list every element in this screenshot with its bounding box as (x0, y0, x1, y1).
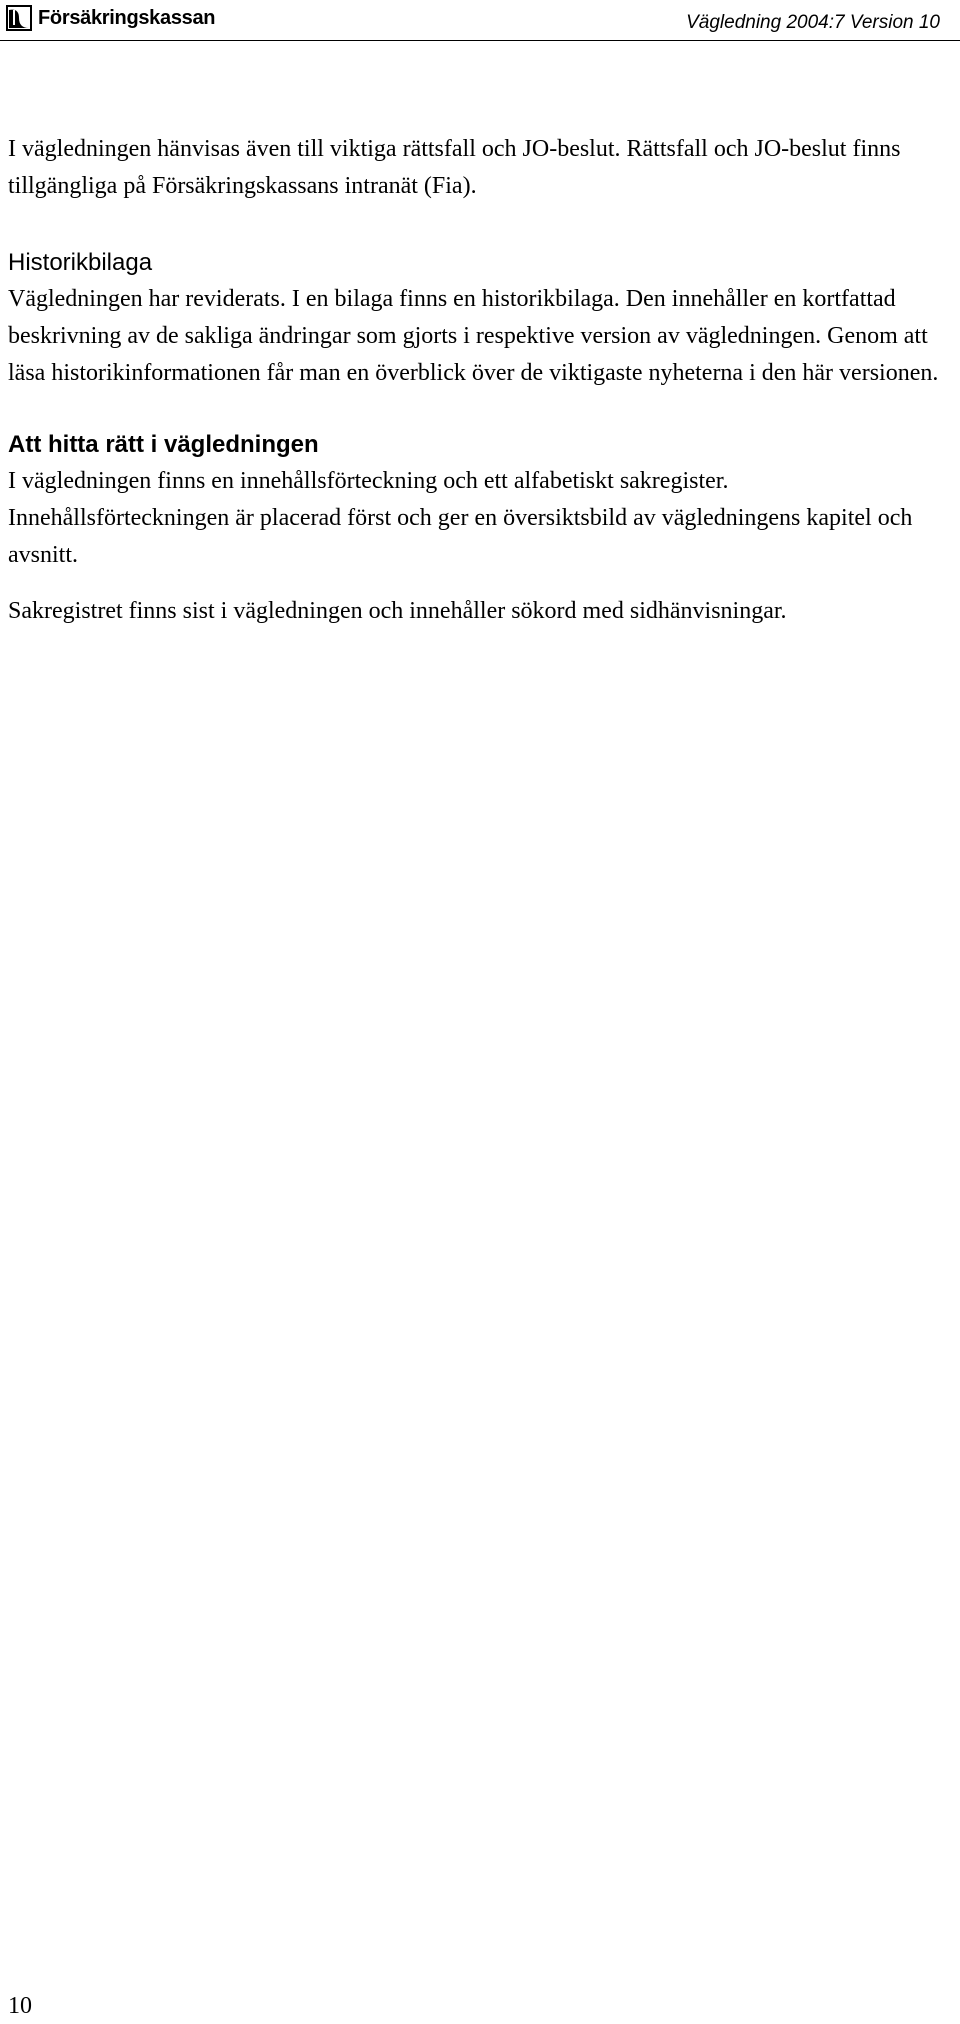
hitta-paragraph-2: Sakregistret finns sist i vägledningen och innehåller sökord med sidhänvisningar. (8, 598, 787, 624)
document-body (8, 131, 948, 630)
page-header (0, 0, 960, 40)
hitta-section (8, 426, 948, 630)
header-divider (0, 40, 960, 41)
forsakringskassan-logo (6, 5, 215, 31)
historik-paragraph: Vägledningen har reviderats. I en bilaga finns en historikbilaga. Den innehåller en kortfattad beskrivning av de sakliga ändringar som gjorts i respektive version av vägledningen. Genom att läsa historikinformationen får man en överblick över de viktigaste nyheterna i den här versionen. (8, 286, 939, 386)
hitta-paragraph-1: I vägledningen finns en innehållsförteckning och ett alfabetiskt sakregister. Innehållsförteckningen är placerad först och ger en översiktsbild av vägledningens kapitel och avsnitt. (8, 468, 913, 568)
hitta-heading: Att hitta rätt i vägledningen (8, 431, 319, 458)
forsakringskassan-logo-icon (6, 5, 32, 31)
historik-section (8, 244, 948, 392)
page-number: 10 (8, 1993, 32, 2019)
logo-text: Försäkringskassan (38, 7, 216, 29)
intro-paragraph: I vägledningen hänvisas även till viktiga rättsfall och JO-beslut. Rättsfall och JO-beslut finns tillgängliga på Försäkringskassans intranät (Fia). (8, 136, 901, 199)
document-version: Vägledning 2004:7 Version 10 (686, 12, 940, 33)
historik-heading: Historikbilaga (8, 249, 153, 276)
